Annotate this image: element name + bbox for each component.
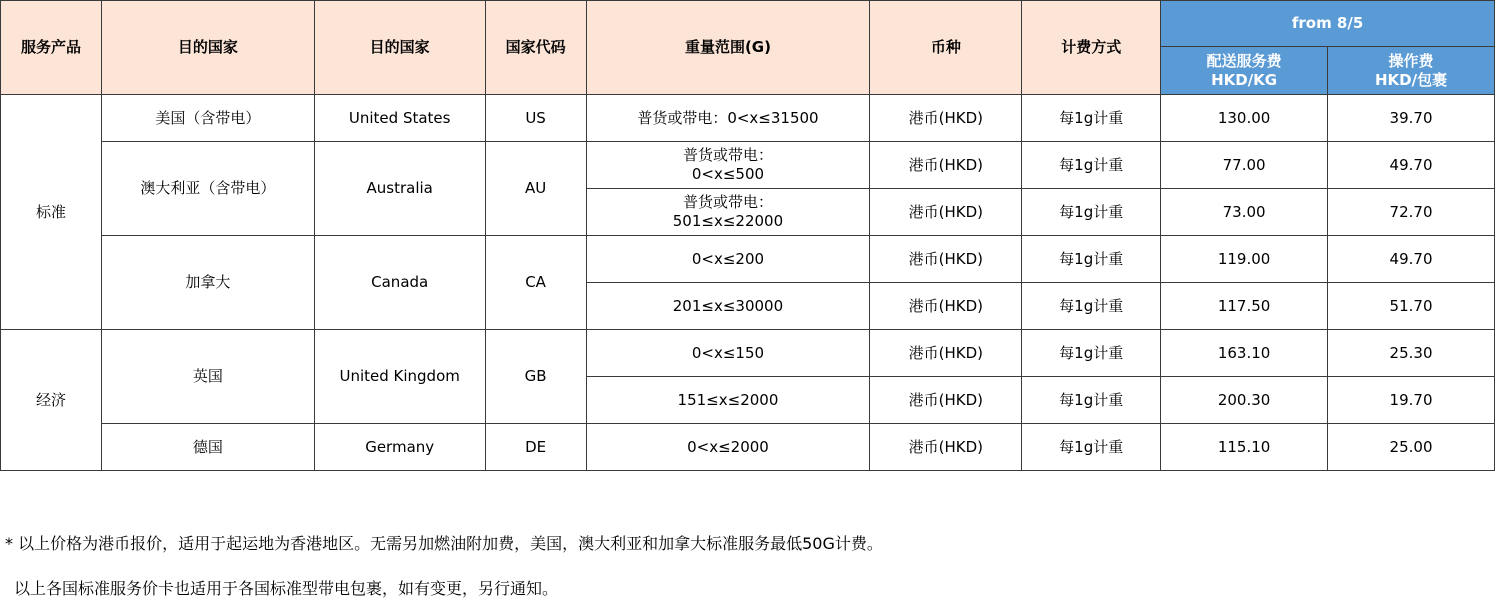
delivery-fee: 115.10 [1161,424,1328,471]
billing-method: 每1g计重 [1022,95,1161,142]
currency: 港币(HKD) [870,283,1022,330]
weight-range: 151≤x≤2000 [586,377,870,424]
weight-range: 0<x≤200 [586,236,870,283]
header-currency: 币种 [870,1,1022,95]
header-billing-method: 计费方式 [1022,1,1161,95]
country-en: Germany [314,424,485,471]
table-row [1,95,1495,142]
country-code: DE [485,424,586,471]
currency: 港币(HKD) [870,142,1022,189]
currency: 港币(HKD) [870,236,1022,283]
header-destination-country-cn: 目的国家 [101,1,314,95]
weight-range [586,189,870,236]
weight-range-line1: 普货或带电： [682,193,773,211]
billing-method: 每1g计重 [1022,142,1161,189]
country-code: US [485,95,586,142]
header-from-date: from 8/5 [1161,1,1495,47]
billing-method: 每1g计重 [1022,377,1161,424]
header-destination-country-en: 目的国家 [314,1,485,95]
weight-range: 普货或带电：0<x≤31500 [586,95,870,142]
delivery-fee: 117.50 [1161,283,1328,330]
country-code: AU [485,142,586,236]
country-cn: 美国（含带电） [101,95,314,142]
delivery-fee-label: 配送服务费 [1206,51,1282,70]
footnote-pricing: * 以上价格为港币报价，适用于起运地为香港地区。无需另加燃油附加费，美国，澳大利亚和加拿大标准服务最低50G计费。 [5,534,883,553]
weight-range: 0<x≤150 [586,330,870,377]
country-en: United States [314,95,485,142]
delivery-fee: 130.00 [1161,95,1328,142]
handling-fee: 25.30 [1328,330,1495,377]
country-cn: 德国 [101,424,314,471]
weight-range-line2: 501≤x≤22000 [672,212,784,230]
weight-range [586,142,870,189]
currency: 港币(HKD) [870,189,1022,236]
country-en: United Kingdom [314,330,485,424]
currency: 港币(HKD) [870,95,1022,142]
currency: 港币(HKD) [870,330,1022,377]
table-row [1,330,1495,377]
delivery-fee: 119.00 [1161,236,1328,283]
table-row [1,236,1495,283]
delivery-fee-unit: HKD/KG [1211,70,1278,89]
weight-range-line2: 0<x≤500 [691,165,765,183]
country-cn: 澳大利亚（含带电） [101,142,314,236]
header-delivery-fee [1161,47,1328,95]
weight-range: 201≤x≤30000 [586,283,870,330]
billing-method: 每1g计重 [1022,189,1161,236]
currency: 港币(HKD) [870,377,1022,424]
service-standard: 标准 [1,95,102,330]
header-service-product: 服务产品 [1,1,102,95]
billing-method: 每1g计重 [1022,330,1161,377]
country-code: CA [485,236,586,330]
table-row [1,424,1495,471]
header-weight-range: 重量范围(G) [586,1,870,95]
weight-range-line1: 普货或带电： [682,146,773,164]
handling-fee: 19.70 [1328,377,1495,424]
delivery-fee: 163.10 [1161,330,1328,377]
billing-method: 每1g计重 [1022,424,1161,471]
country-cn: 英国 [101,330,314,424]
currency: 港币(HKD) [870,424,1022,471]
handling-fee: 49.70 [1328,142,1495,189]
delivery-fee: 200.30 [1161,377,1328,424]
footnote-applicability: 以上各国标准服务价卡也适用于各国标准型带电包裹，如有变更，另行通知。 [14,579,559,598]
handling-fee: 39.70 [1328,95,1495,142]
delivery-fee: 77.00 [1161,142,1328,189]
handling-fee: 51.70 [1328,283,1495,330]
country-en: Australia [314,142,485,236]
header-handling-fee [1328,47,1495,95]
table-row [1,142,1495,189]
handling-fee-label: 操作费 [1388,51,1434,70]
service-economy: 经济 [1,330,102,471]
billing-method: 每1g计重 [1022,236,1161,283]
handling-fee-unit: HKD/包裹 [1374,70,1448,89]
handling-fee: 72.70 [1328,189,1495,236]
delivery-fee: 73.00 [1161,189,1328,236]
country-en: Canada [314,236,485,330]
billing-method: 每1g计重 [1022,283,1161,330]
country-cn: 加拿大 [101,236,314,330]
header-country-code: 国家代码 [485,1,586,95]
weight-range: 0<x≤2000 [586,424,870,471]
handling-fee: 25.00 [1328,424,1495,471]
handling-fee: 49.70 [1328,236,1495,283]
country-code: GB [485,330,586,424]
